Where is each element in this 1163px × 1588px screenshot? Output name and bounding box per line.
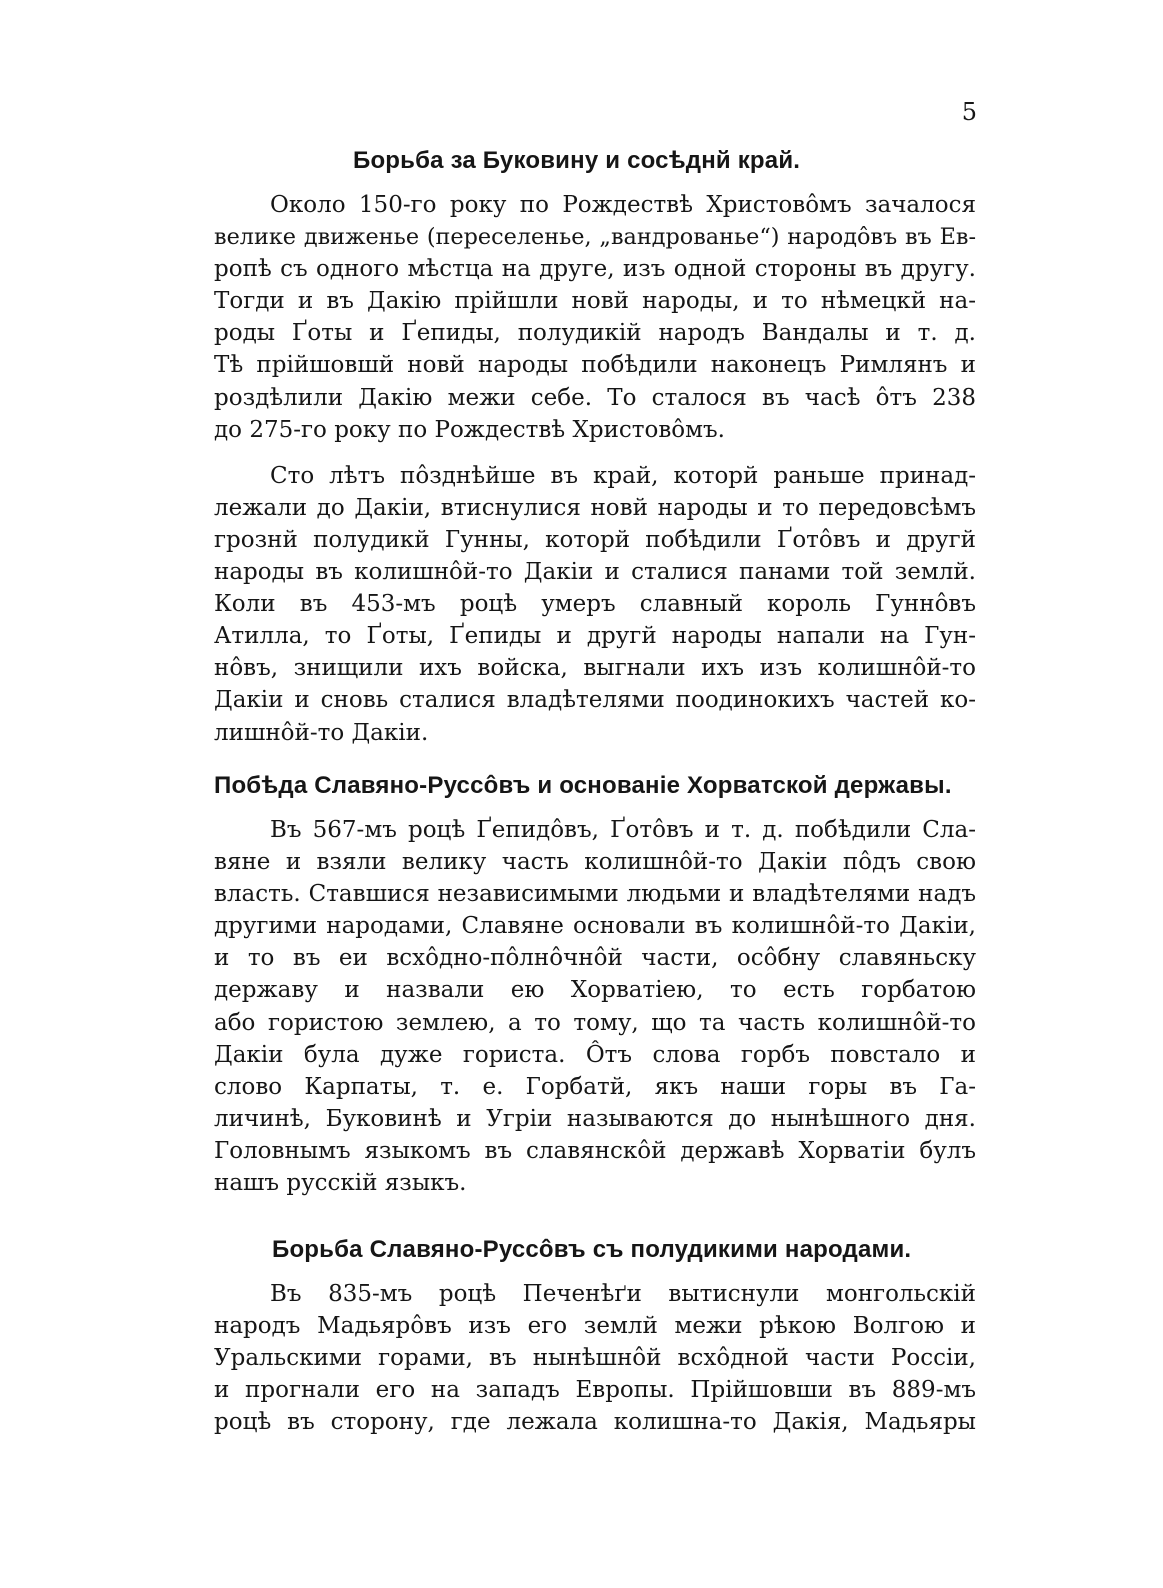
text-line: роздѣлили Дакію межи себе. То сталося въ часѣ ôтъ 238: [214, 384, 976, 411]
text-line: вяне и взяли велику часть колишнôй-то Дакіи пôдъ свою: [214, 849, 976, 876]
text-line: Атилла, то Ґоты, Ґепиды и другй народы напали на Гун-: [214, 623, 976, 650]
text-line: личинѣ, Буковинѣ и Угріи называются до нынѣшного дня.: [214, 1105, 976, 1132]
paragraph: [214, 189, 976, 446]
paragraph: [214, 1278, 976, 1438]
text-line: Уральскими горами, въ нынѣшнôй всхôдной части Россіи,: [214, 1345, 976, 1372]
text-line: або гористою землею, а то тому, що та часть колишнôй-то: [214, 1009, 976, 1036]
section-heading: Борьба за Буковину и сосѣднй край.: [353, 147, 801, 174]
section-heading: Борьба Славяно-Руссôвъ съ полудикими народами.: [272, 1236, 912, 1263]
text-line: лишнôй-то Дакіи.: [214, 719, 429, 746]
text-line: нôвъ, знищили ихъ войска, выгнали ихъ изъ колишнôй-то: [214, 655, 976, 682]
text-line: Въ 567-мъ роцѣ Ґепидôвъ, Ґотôвъ и т. д. побѣдили Сла-: [270, 817, 976, 843]
section-slavic-struggle: [214, 1234, 976, 1438]
text-line: нашъ русскій языкъ.: [214, 1170, 467, 1197]
text-line: Около 150-го року по Рождествѣ Христовôмъ зачалося: [270, 192, 976, 218]
text-line: Сто лѣтъ пôзднѣйше въ край, которй раньше принад-: [270, 462, 976, 489]
text-line: Коли въ 453-мъ роцѣ умеръ славный король Гуннôвъ: [214, 591, 976, 618]
text-line: Тогди и въ Дакію прійшли новй народы, и то нѣмецкй на-: [214, 288, 976, 315]
text-line: роцѣ въ сторону, где лежала колишна-то Дакія, Мадьяры: [214, 1409, 976, 1436]
text-line: до 275-го року по Рождествѣ Христовôмъ.: [214, 416, 725, 443]
text-line: Головнымъ языкомъ въ славянскôй державѣ Хорватіи булъ: [214, 1137, 976, 1164]
paragraph: [214, 460, 976, 749]
text-line: Тѣ прійшовшй новй народы побѣдили наконецъ Римлянъ и: [214, 352, 976, 379]
text-line: грознй полудикй Гунны, которй побѣдили Ґотôвъ и другй: [214, 526, 976, 553]
text-line: Дакіи була дуже гориста. Ôтъ слова горбъ повстало и: [214, 1041, 976, 1068]
text-line: Дакіи и сновь сталися владѣтелями поодинокихъ частей ко-: [214, 687, 976, 714]
text-line: народы въ колишнôй-то Дакіи и сталися панами той землй.: [214, 559, 976, 586]
text-line: роды Ґоты и Ґепиды, полудикій народъ Вандалы и т. д.: [214, 320, 976, 347]
section-bukovina-struggle: [214, 145, 976, 749]
text-line: власть. Ставшися независимыми людьми и владѣтелями надъ: [214, 881, 976, 908]
page-number: 5: [961, 98, 977, 126]
text-line: ропѣ съ одного мѣстца на друге, изъ одной стороны въ другу.: [214, 256, 976, 283]
text-line: Въ 835-мъ роцѣ Печенѣґи вытиснули монгольскій: [270, 1281, 976, 1307]
text-line: велике движенье (переселенье, „вандрованье“) народôвъ въ Ев-: [214, 224, 976, 251]
text-line: державу и назвали ею Хорватіею, то есть горбатою: [214, 977, 976, 1004]
text-line: и то въ еи всхôдно-пôлнôчнôй части, осôбну славяньску: [214, 945, 976, 972]
section-heading: Побѣда Славяно-Руссôвъ и основаніе Хорватской державы.: [214, 772, 952, 799]
text-line: и прогнали его на западъ Европы. Прійшовши въ 889-мъ: [214, 1377, 976, 1404]
text-line: лежали до Дакіи, втиснулися новй народы и то передовсѣмъ: [214, 494, 976, 521]
text-line: народъ Мадьярôвъ изъ его землй межи рѣкою Волгою и: [214, 1313, 976, 1340]
section-slavic-victory: [214, 770, 976, 1199]
paragraph: [214, 814, 976, 1199]
text-line: слово Карпаты, т. е. Горбатй, якъ наши горы въ Га-: [214, 1073, 976, 1100]
text-line: другими народами, Славяне основали въ колишнôй-то Дакіи,: [214, 913, 976, 940]
